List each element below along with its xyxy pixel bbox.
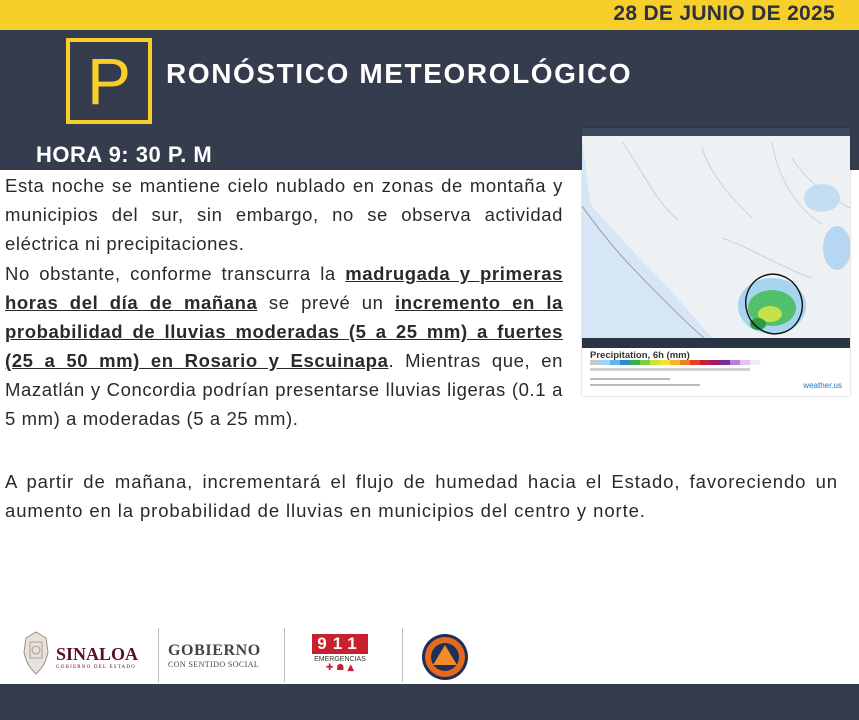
precipitation-map	[582, 128, 850, 396]
p-logo-letter: P	[86, 44, 132, 118]
bottom-bar	[0, 684, 859, 720]
sinaloa-name: SINALOA	[56, 644, 139, 664]
p-logo-box	[66, 38, 152, 124]
gobierno-logo	[168, 642, 261, 669]
gobierno-name: GOBIERNO	[168, 642, 261, 659]
sinaloa-crest-icon	[22, 630, 50, 680]
paragraph-forecast	[5, 259, 563, 433]
page-title: RONÓSTICO METEOROLÓGICO	[166, 58, 633, 89]
forecast-text-e: . Mientras que, en Mazatlán y Concordia podrían presentarse lluvias ligeras (0.1 a 5 mm) a moderadas (5 a 25 mm).	[5, 350, 564, 429]
sinaloa-sub: GOBIERNO DEL ESTADO	[56, 665, 136, 670]
map-legend-title: Precipitation, 6h (mm)	[590, 350, 690, 361]
emergency-icons: ✚ ☗ ▲	[325, 663, 355, 673]
top-bar	[0, 0, 859, 30]
map-brand: weather.us	[803, 381, 842, 390]
gobierno-sub: CON SENTIDO SOCIAL	[168, 660, 260, 669]
footer-divider	[158, 628, 159, 682]
forecast-highlight-timing: madrugada y primeras horas del día de mañana	[5, 263, 563, 313]
emergency-911-logo	[312, 634, 368, 673]
footer-divider	[402, 628, 403, 682]
emergency-label: EMERGENCIAS	[314, 656, 366, 663]
forecast-highlight-rain: incremento en la probabilidad de lluvias moderadas (5 a 25 mm) a fuertes (25 a 50 mm) en Rosario y Escuinapa	[5, 292, 563, 371]
paragraph-tonight: Esta noche se mantiene cielo nublado en zonas de montaña y municipios del sur, sin embargo, no se observa actividad eléctrica ni precipitaciones.	[5, 175, 563, 254]
civil-protection-icon	[420, 632, 470, 686]
footer-divider	[284, 628, 285, 682]
time-label: HORA 9: 30 P. M	[36, 142, 213, 167]
paragraph-outlook: A partir de mañana, incrementará el flujo de humedad hacia el Estado, favoreciendo un aumento en la probabilidad de lluvias en municipios del centro y norte.	[5, 471, 838, 521]
sinaloa-logo	[56, 644, 138, 670]
forecast-text-c: se prevé un	[257, 292, 395, 313]
footer-logos	[0, 620, 859, 684]
forecast-text-a: No obstante, conforme transcurra la	[5, 263, 346, 284]
emergency-number: 911	[312, 634, 368, 654]
date-label: 28 DE JUNIO DE 2025	[613, 2, 835, 25]
